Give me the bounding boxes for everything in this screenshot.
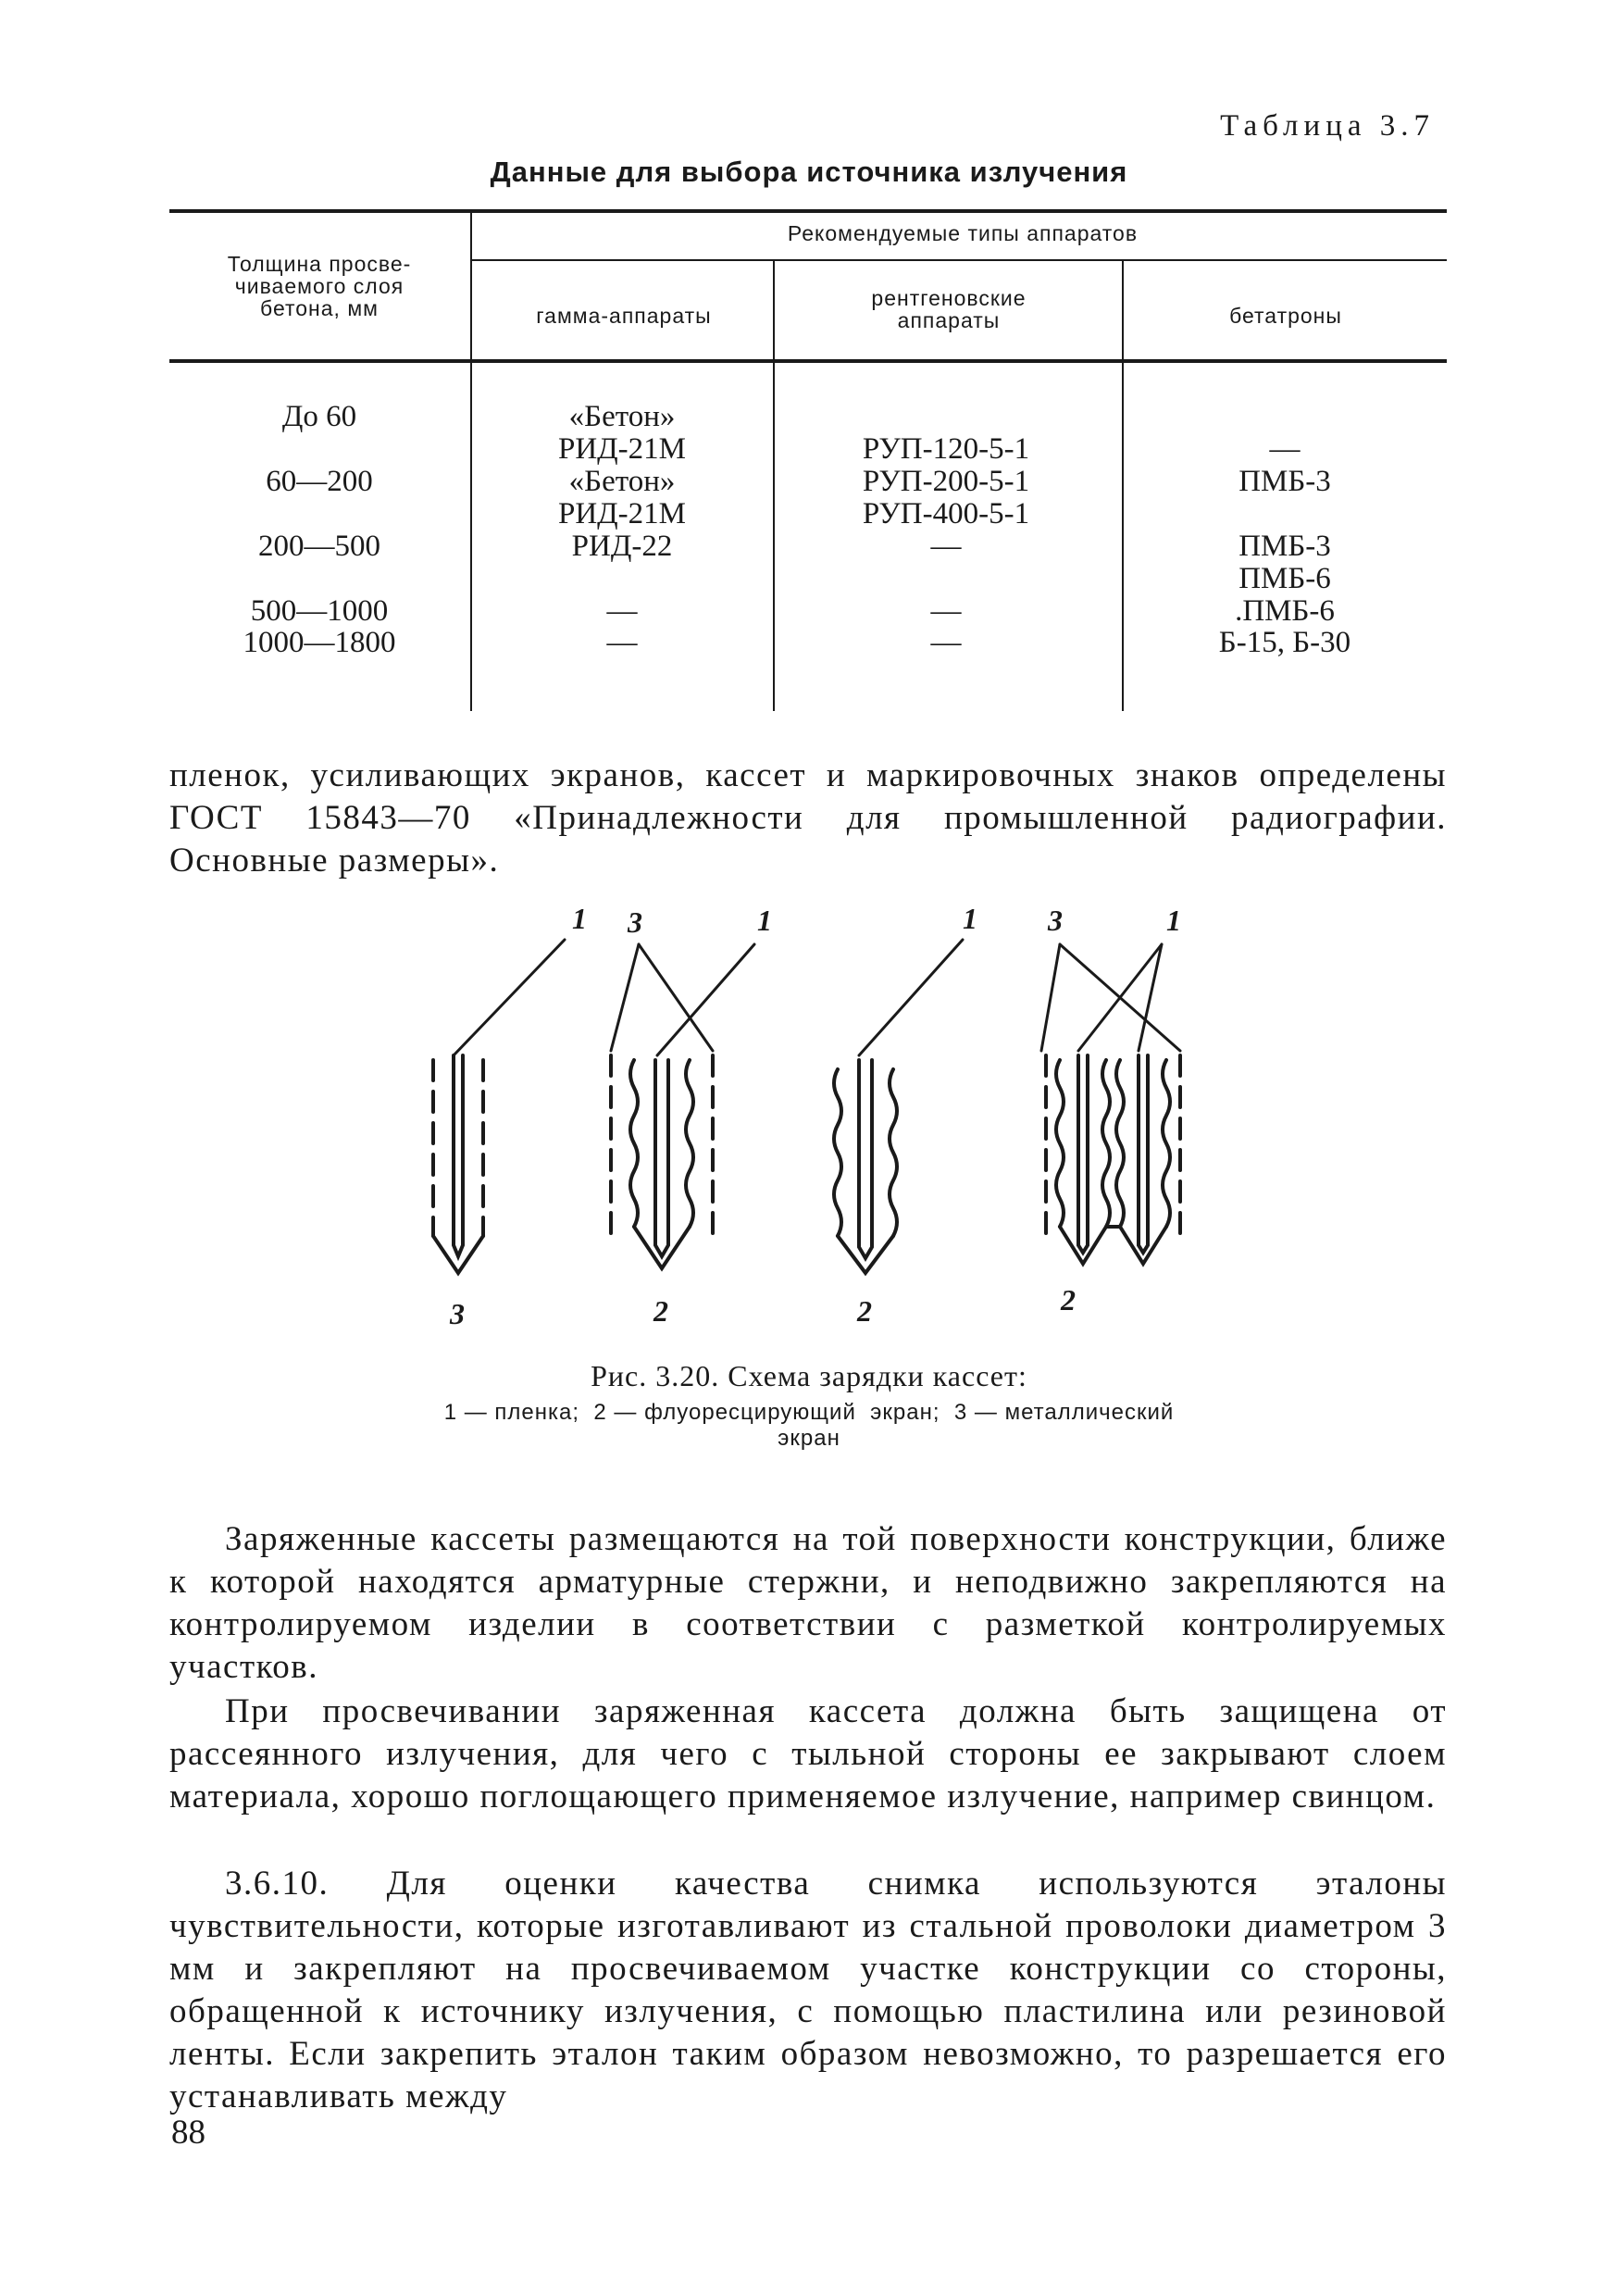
betatron-5: .ПМБ-6 bbox=[1235, 594, 1335, 628]
xray-6: — bbox=[930, 626, 962, 659]
thickness-4: 500—1000 bbox=[250, 594, 389, 628]
gamma-7: — bbox=[606, 626, 638, 659]
xray-3: РУП-400-5-1 bbox=[862, 497, 1030, 530]
cassette-b bbox=[611, 944, 754, 1268]
fig-label-top-4: 1 bbox=[963, 903, 977, 935]
fig-label-bottom-1: 3 bbox=[450, 1297, 465, 1330]
fig-label-bottom-3: 2 bbox=[857, 1294, 872, 1328]
header-thickness bbox=[176, 253, 463, 319]
paragraph-protection: При просвечивании заряженная кассета должна быть защищена от рассеянного излучения, для чего с тыльной стороны ее закрывают слоем материала, хорошо поглощающего применяемое излучение, например свинцом. bbox=[169, 1692, 1447, 1816]
fig-label-top-1: 1 bbox=[572, 903, 587, 935]
cassette-a bbox=[433, 940, 565, 1292]
page-number: 88 bbox=[171, 2114, 205, 2152]
table-top-rule bbox=[169, 209, 1447, 213]
table-divider-1 bbox=[470, 211, 472, 711]
gamma-4: РИД-21М bbox=[557, 497, 687, 530]
xray-1: РУП-120-5-1 bbox=[862, 432, 1030, 466]
header-thickness-line-1: Толщина просве- bbox=[227, 252, 412, 276]
figure-legend-line-1: 1 — пленка; 2 — флуоресцирующий экран; 3 — металлический bbox=[443, 1400, 1175, 1425]
fig-label-bottom-2: 2 bbox=[653, 1294, 668, 1328]
thickness-5: 1000—1800 bbox=[243, 626, 396, 659]
paragraph-charged-cassettes: Заряженные кассеты размещаются на той поверхности конструкции, ближе к которой находятся арматурные стержни, и неподвижно закрепляются на контролируемом изделии в соответствии с разметкой контролируемых участков. bbox=[169, 1520, 1447, 1686]
header-xray-line-1: рентгеновские bbox=[871, 286, 1027, 310]
cassette-loading-diagram bbox=[389, 903, 1240, 1338]
header-xray bbox=[778, 287, 1120, 331]
figure-caption-title: Рис. 3.20. Схема зарядки кассет: bbox=[591, 1359, 1027, 1392]
group-header-rule bbox=[472, 259, 1447, 261]
fig-label-top-2: 3 bbox=[628, 905, 642, 939]
betatron-6: Б-15, Б-30 bbox=[1218, 626, 1351, 659]
fig-label-top-3: 1 bbox=[757, 904, 772, 937]
gamma-5: РИД-22 bbox=[571, 530, 673, 563]
xray-2: РУП-200-5-1 bbox=[862, 465, 1030, 498]
table-divider-3 bbox=[1122, 261, 1124, 711]
paragraph-continuation: пленок, усиливающих экранов, кассет и маркировочных знаков определены ГОСТ 15843—70 «Принадлежности для промышленной радиографии. Основные размеры». bbox=[169, 756, 1447, 880]
gamma-6: — bbox=[606, 594, 638, 628]
paragraph-3-6-10: 3.6.10. Для оценки качества снимка используются эталоны чувствительности, которые изготавливают из стальной проволоки диаметром 3 мм и закрепляют на просвечиваемом участке конструкции со стороны, обращенной к источнику излучения, с помощью пластилина или резиновой ленты. Если закрепить эталон таким образом невозможно, то разрешается его устанавливать между bbox=[169, 1865, 1447, 2115]
betatron-1: — bbox=[1269, 432, 1301, 466]
table-title: Данные для выбора источника излучения bbox=[490, 156, 1128, 188]
header-gamma: гамма-аппараты bbox=[536, 304, 712, 328]
header-thickness-line-3: бетона, мм bbox=[260, 296, 379, 320]
fig-label-top-5: 3 bbox=[1048, 904, 1063, 937]
cassette-c bbox=[834, 940, 963, 1273]
fig-label-bottom-4: 2 bbox=[1061, 1283, 1076, 1316]
gamma-2: РИД-21М bbox=[557, 432, 687, 466]
table-number: Таблица 3.7 bbox=[1220, 109, 1435, 143]
xray-5: — bbox=[930, 594, 962, 628]
betatron-3: ПМБ-3 bbox=[1238, 530, 1331, 563]
betatron-2: ПМБ-3 bbox=[1238, 465, 1331, 498]
header-recommended: Рекомендуемые типы аппаратов bbox=[787, 221, 1139, 245]
table-divider-2 bbox=[773, 261, 775, 711]
header-bottom-rule bbox=[169, 359, 1447, 363]
xray-4: — bbox=[930, 530, 962, 563]
header-xray-line-2: аппараты bbox=[897, 308, 1001, 332]
fig-label-top-6: 1 bbox=[1166, 904, 1181, 937]
gamma-1: «Бетон» bbox=[568, 400, 676, 433]
header-betatron: бетатроны bbox=[1229, 304, 1342, 328]
thickness-2: 60—200 bbox=[266, 465, 373, 498]
figure-legend-line-2: экран bbox=[778, 1426, 840, 1451]
cassette-d bbox=[1041, 944, 1180, 1264]
gamma-3: «Бетон» bbox=[568, 465, 676, 498]
betatron-4: ПМБ-6 bbox=[1238, 562, 1331, 595]
thickness-3: 200—500 bbox=[258, 530, 380, 563]
header-thickness-line-2: чиваемого слоя bbox=[234, 274, 404, 298]
thickness-1: До 60 bbox=[281, 400, 357, 433]
